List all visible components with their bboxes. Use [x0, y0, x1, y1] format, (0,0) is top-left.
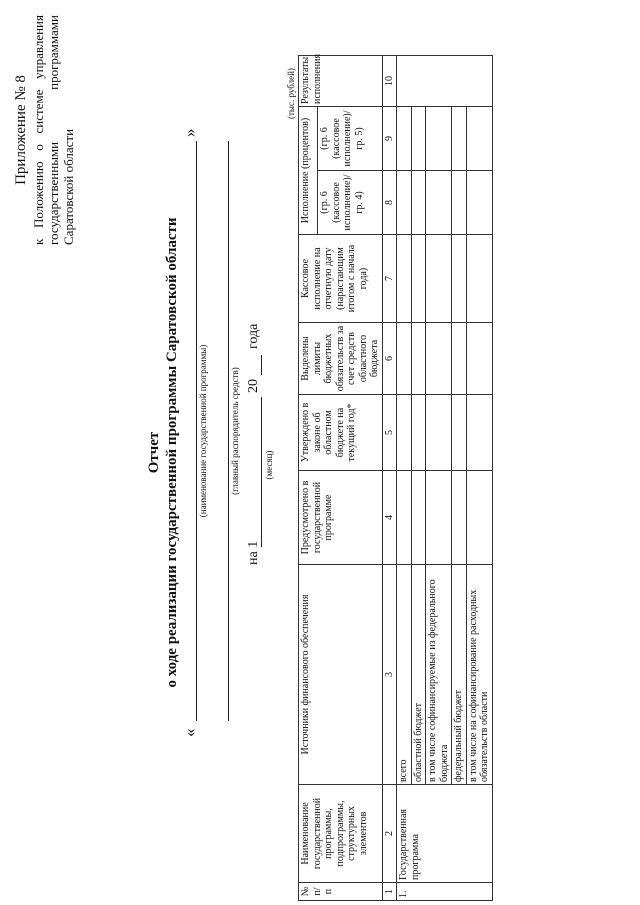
- report-table: [298, 55, 493, 901]
- header-execution-gr4: (гр. 6 (кассовое исполнение)/ гр. 4): [318, 171, 382, 235]
- column-number: 7: [382, 235, 397, 323]
- header-row: [299, 55, 318, 900]
- table-row: [397, 55, 412, 900]
- program-name-line: [196, 141, 197, 721]
- column-number: 2: [382, 785, 397, 883]
- report-subtitle: о ходе реализации государственной программы Саратовской области: [164, 217, 180, 688]
- header-planned: Предусмотрено в государственной программе: [299, 471, 383, 565]
- column-number: 8: [382, 171, 397, 235]
- year-line: [261, 355, 262, 375]
- year-suffix: года: [246, 323, 261, 349]
- month-caption: (месяц): [264, 450, 274, 480]
- table-row: [426, 55, 452, 900]
- year-prefix: 20: [246, 379, 261, 393]
- source-regional: областной бюджет: [411, 565, 426, 785]
- source-cofinanced: в том числе софинансируемые из федерального бюджета: [426, 565, 452, 785]
- column-number: 9: [382, 106, 397, 170]
- appendix-title: Приложение № 8: [13, 75, 29, 185]
- column-number: 10: [382, 55, 397, 106]
- header-sources: Источники финансового обеспечения: [299, 565, 383, 785]
- row-name: Государственная программа: [397, 785, 493, 883]
- column-number: 1: [382, 883, 397, 901]
- program-caption: (наименование государственной программы): [198, 344, 208, 518]
- distributor-line: [228, 141, 229, 721]
- header-num: № п/п: [299, 883, 383, 901]
- header-approved: Утверждено в законе об областном бюджете на текущий год*: [299, 395, 383, 471]
- appendix-text: к Положению о системе управления государственными программами Саратовской области: [31, 15, 76, 245]
- header-execution-gr5: (гр. 6 (кассовое исполнение)/ гр. 5): [318, 106, 382, 170]
- column-number: 6: [382, 323, 397, 395]
- header-name: Наименование государственной программы, подпрограммы, структурных элементов: [299, 785, 383, 883]
- header-execution-group: Исполнение (процентов): [299, 106, 318, 234]
- source-federal-cofinancing: в том числе на софинансирование расходных обязательств области: [466, 565, 492, 785]
- quote-open: «: [180, 728, 199, 737]
- column-number: 5: [382, 395, 397, 471]
- column-number: 3: [382, 565, 397, 785]
- column-numbers-row: [382, 55, 397, 900]
- report-title: Отчет: [146, 431, 162, 474]
- month-line: [261, 397, 262, 547]
- header-cash: Кассовое исполнение на отчетную дату (нарастающим итогом с начала года): [299, 235, 383, 323]
- source-total: всего: [397, 565, 412, 785]
- units-label: (тыс. рублей): [286, 68, 296, 119]
- source-federal: федеральный бюджет: [452, 565, 467, 785]
- distributor-caption: (главный распорядитель средств): [230, 367, 240, 495]
- header-results: Результаты исполнения: [299, 55, 383, 106]
- row-number: 1.: [397, 883, 493, 901]
- header-limits: Выделены лимиты бюджетных обязательств за счет средств областного бюджета: [299, 323, 383, 395]
- table-row: [466, 55, 492, 900]
- date-prefix: на 1: [246, 540, 261, 565]
- table-row: [411, 55, 426, 900]
- table-row: [452, 55, 467, 900]
- appendix-block: [14, 15, 76, 245]
- column-number: 4: [382, 471, 397, 565]
- quote-close: »: [180, 128, 199, 137]
